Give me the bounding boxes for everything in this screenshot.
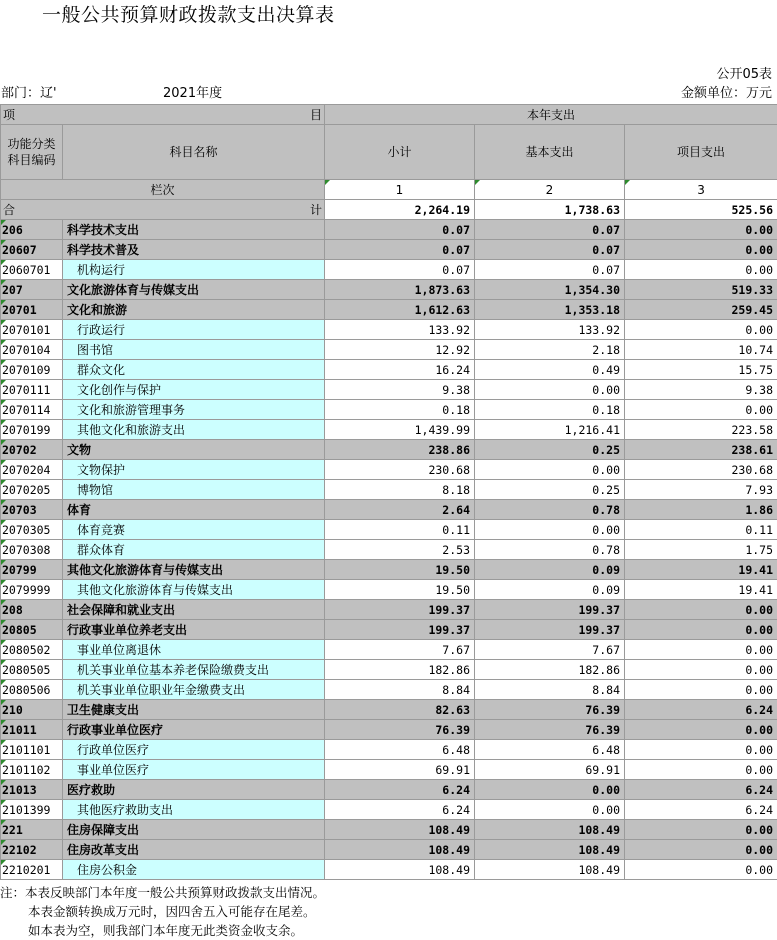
row-basic: 0.00 xyxy=(475,800,625,820)
row-basic: 108.49 xyxy=(475,840,625,860)
row-code: 207 xyxy=(1,280,63,300)
item-header xyxy=(1,105,325,125)
row-basic: 7.67 xyxy=(475,640,625,660)
row-basic: 69.91 xyxy=(475,760,625,780)
row-basic: 76.39 xyxy=(475,720,625,740)
row-name: 科学技术普及 xyxy=(63,240,325,260)
total-basic: 1,738.63 xyxy=(475,200,625,220)
table-row xyxy=(1,720,777,740)
row-project: 223.58 xyxy=(625,420,777,440)
total-label xyxy=(1,200,325,220)
row-project: 0.00 xyxy=(625,260,777,280)
row-name: 社会保障和就业支出 xyxy=(63,600,325,620)
row-code: 2070109 xyxy=(1,360,63,380)
row-subtotal: 199.37 xyxy=(325,600,475,620)
row-subtotal: 0.07 xyxy=(325,220,475,240)
row-project: 0.00 xyxy=(625,320,777,340)
row-subtotal: 19.50 xyxy=(325,560,475,580)
row-subtotal: 230.68 xyxy=(325,460,475,480)
table-row xyxy=(1,380,777,400)
row-name: 其他医疗救助支出 xyxy=(63,800,325,820)
row-project: 15.75 xyxy=(625,360,777,380)
project-column-header: 项目支出 xyxy=(625,125,777,180)
row-code: 206 xyxy=(1,220,63,240)
row-subtotal: 0.18 xyxy=(325,400,475,420)
row-subtotal: 0.07 xyxy=(325,260,475,280)
row-project: 0.00 xyxy=(625,860,777,880)
row-basic: 0.00 xyxy=(475,780,625,800)
table-row xyxy=(1,480,777,500)
row-project: 230.68 xyxy=(625,460,777,480)
code-column-header: 功能分类科目编码 xyxy=(1,125,63,180)
row-project: 519.33 xyxy=(625,280,777,300)
row-project: 0.00 xyxy=(625,620,777,640)
amount-unit: 金额单位：万元 xyxy=(600,86,772,102)
row-subtotal: 1,439.99 xyxy=(325,420,475,440)
table-row xyxy=(1,500,777,520)
row-subtotal: 8.18 xyxy=(325,480,475,500)
row-subtotal: 2.64 xyxy=(325,500,475,520)
row-basic: 2.18 xyxy=(475,340,625,360)
table-row xyxy=(1,400,777,420)
department-label: 部门：辽' xyxy=(1,86,57,102)
total-project: 525.56 xyxy=(625,200,777,220)
notes xyxy=(0,883,325,940)
row-subtotal: 2.53 xyxy=(325,540,475,560)
row-code: 21011 xyxy=(1,720,63,740)
row-code: 2070101 xyxy=(1,320,63,340)
note-3: 如本表为空，则我部门本年度无此类资金收支余。 xyxy=(0,921,325,940)
row-name: 文物 xyxy=(63,440,325,460)
row-basic: 199.37 xyxy=(475,600,625,620)
row-code: 221 xyxy=(1,820,63,840)
table-row xyxy=(1,740,777,760)
row-basic: 0.07 xyxy=(475,220,625,240)
row-project: 0.00 xyxy=(625,400,777,420)
row-name: 科学技术支出 xyxy=(63,220,325,240)
row-code: 2080505 xyxy=(1,660,63,680)
row-code: 20702 xyxy=(1,440,63,460)
row-code: 2070308 xyxy=(1,540,63,560)
current-expense-header: 本年支出 xyxy=(325,105,777,125)
row-name: 行政事业单位养老支出 xyxy=(63,620,325,640)
row-subtotal: 16.24 xyxy=(325,360,475,380)
table-row xyxy=(1,700,777,720)
row-code: 2101101 xyxy=(1,740,63,760)
row-project: 1.75 xyxy=(625,540,777,560)
row-name: 住房改革支出 xyxy=(63,840,325,860)
row-basic: 0.78 xyxy=(475,500,625,520)
item-label: 项 xyxy=(3,108,15,122)
row-basic: 0.18 xyxy=(475,400,625,420)
table-row xyxy=(1,220,777,240)
row-name: 体育 xyxy=(63,500,325,520)
row-project: 0.00 xyxy=(625,220,777,240)
item-end-label: 目 xyxy=(310,106,322,124)
row-code: 2070199 xyxy=(1,420,63,440)
row-code: 2080502 xyxy=(1,640,63,660)
row-name: 文化和旅游管理事务 xyxy=(63,400,325,420)
row-code: 21013 xyxy=(1,780,63,800)
row-subtotal: 69.91 xyxy=(325,760,475,780)
row-project: 0.00 xyxy=(625,680,777,700)
row-subtotal: 6.24 xyxy=(325,800,475,820)
row-basic: 1,354.30 xyxy=(475,280,625,300)
row-subtotal: 8.84 xyxy=(325,680,475,700)
name-column-header: 科目名称 xyxy=(63,125,325,180)
row-basic: 76.39 xyxy=(475,700,625,720)
row-project: 1.86 xyxy=(625,500,777,520)
row-code: 2210201 xyxy=(1,860,63,880)
table-row xyxy=(1,680,777,700)
column-number-label: 栏次 xyxy=(1,180,325,200)
header-row-2 xyxy=(1,125,777,180)
row-basic: 0.09 xyxy=(475,560,625,580)
row-subtotal: 133.92 xyxy=(325,320,475,340)
table-row xyxy=(1,840,777,860)
table-row xyxy=(1,780,777,800)
header-row-1 xyxy=(1,105,777,125)
row-code: 210 xyxy=(1,700,63,720)
row-name: 群众文化 xyxy=(63,360,325,380)
table-number: 公开05表 xyxy=(640,67,772,83)
table-row xyxy=(1,300,777,320)
row-project: 0.11 xyxy=(625,520,777,540)
table-row xyxy=(1,800,777,820)
table-row xyxy=(1,860,777,880)
row-name: 博物馆 xyxy=(63,480,325,500)
row-project: 0.00 xyxy=(625,840,777,860)
row-code: 208 xyxy=(1,600,63,620)
table-row xyxy=(1,440,777,460)
page-title: 一般公共预算财政拨款支出决算表 xyxy=(42,4,335,26)
row-project: 9.38 xyxy=(625,380,777,400)
row-project: 10.74 xyxy=(625,340,777,360)
row-basic: 182.86 xyxy=(475,660,625,680)
row-basic: 0.49 xyxy=(475,360,625,380)
row-name: 行政事业单位医疗 xyxy=(63,720,325,740)
row-code: 2070305 xyxy=(1,520,63,540)
table-row xyxy=(1,660,777,680)
row-name: 行政运行 xyxy=(63,320,325,340)
total-subtotal: 2,264.19 xyxy=(325,200,475,220)
row-project: 238.61 xyxy=(625,440,777,460)
row-basic: 0.09 xyxy=(475,580,625,600)
total-row xyxy=(1,200,777,220)
row-code: 20607 xyxy=(1,240,63,260)
row-subtotal: 0.11 xyxy=(325,520,475,540)
row-subtotal: 108.49 xyxy=(325,820,475,840)
row-code: 2070114 xyxy=(1,400,63,420)
row-code: 2070111 xyxy=(1,380,63,400)
row-code: 20703 xyxy=(1,500,63,520)
row-subtotal: 19.50 xyxy=(325,580,475,600)
table-row xyxy=(1,340,777,360)
row-code: 2079999 xyxy=(1,580,63,600)
row-subtotal: 182.86 xyxy=(325,660,475,680)
row-basic: 0.25 xyxy=(475,440,625,460)
row-basic: 199.37 xyxy=(475,620,625,640)
row-code: 2070104 xyxy=(1,340,63,360)
row-subtotal: 108.49 xyxy=(325,840,475,860)
row-basic: 0.25 xyxy=(475,480,625,500)
row-code: 2070204 xyxy=(1,460,63,480)
table-row xyxy=(1,600,777,620)
row-basic: 0.07 xyxy=(475,240,625,260)
row-subtotal: 1,612.63 xyxy=(325,300,475,320)
row-code: 20799 xyxy=(1,560,63,580)
row-project: 0.00 xyxy=(625,760,777,780)
row-project: 19.41 xyxy=(625,580,777,600)
column-number-3: 3 xyxy=(625,180,777,200)
fiscal-year: 2021年度 xyxy=(163,86,222,102)
row-name: 事业单位医疗 xyxy=(63,760,325,780)
row-name: 医疗救助 xyxy=(63,780,325,800)
table-row xyxy=(1,240,777,260)
row-code: 2060701 xyxy=(1,260,63,280)
row-code: 2070205 xyxy=(1,480,63,500)
row-project: 7.93 xyxy=(625,480,777,500)
table-row xyxy=(1,560,777,580)
row-project: 19.41 xyxy=(625,560,777,580)
row-project: 0.00 xyxy=(625,820,777,840)
row-subtotal: 0.07 xyxy=(325,240,475,260)
row-subtotal: 76.39 xyxy=(325,720,475,740)
row-subtotal: 7.67 xyxy=(325,640,475,660)
row-name: 图书馆 xyxy=(63,340,325,360)
table-row xyxy=(1,760,777,780)
table-row xyxy=(1,460,777,480)
total-ji: 计 xyxy=(310,201,322,219)
row-name: 文物保护 xyxy=(63,460,325,480)
row-name: 机关事业单位基本养老保险缴费支出 xyxy=(63,660,325,680)
row-basic: 0.78 xyxy=(475,540,625,560)
row-name: 机关事业单位职业年金缴费支出 xyxy=(63,680,325,700)
row-subtotal: 82.63 xyxy=(325,700,475,720)
row-name: 住房保障支出 xyxy=(63,820,325,840)
row-project: 0.00 xyxy=(625,600,777,620)
expense-table xyxy=(0,104,777,880)
table-row xyxy=(1,360,777,380)
row-name: 住房公积金 xyxy=(63,860,325,880)
row-basic: 1,353.18 xyxy=(475,300,625,320)
row-basic: 133.92 xyxy=(475,320,625,340)
table-row xyxy=(1,620,777,640)
row-project: 0.00 xyxy=(625,660,777,680)
table-row xyxy=(1,640,777,660)
total-he: 合 xyxy=(3,203,15,217)
basic-column-header: 基本支出 xyxy=(475,125,625,180)
note-2: 本表金额转换成万元时，因四舍五入可能存在尾差。 xyxy=(0,902,325,921)
table-row xyxy=(1,420,777,440)
row-project: 6.24 xyxy=(625,780,777,800)
column-number-row xyxy=(1,180,777,200)
row-name: 文化创作与保护 xyxy=(63,380,325,400)
row-basic: 0.07 xyxy=(475,260,625,280)
row-basic: 108.49 xyxy=(475,820,625,840)
row-subtotal: 199.37 xyxy=(325,620,475,640)
table-row xyxy=(1,520,777,540)
row-basic: 1,216.41 xyxy=(475,420,625,440)
row-subtotal: 1,873.63 xyxy=(325,280,475,300)
row-code: 20805 xyxy=(1,620,63,640)
row-name: 机构运行 xyxy=(63,260,325,280)
row-name: 文化和旅游 xyxy=(63,300,325,320)
row-code: 2080506 xyxy=(1,680,63,700)
row-project: 0.00 xyxy=(625,740,777,760)
row-basic: 8.84 xyxy=(475,680,625,700)
table-row xyxy=(1,580,777,600)
table-row xyxy=(1,320,777,340)
row-subtotal: 108.49 xyxy=(325,860,475,880)
row-name: 群众体育 xyxy=(63,540,325,560)
row-name: 其他文化旅游体育与传媒支出 xyxy=(63,560,325,580)
row-basic: 0.00 xyxy=(475,460,625,480)
table-row xyxy=(1,820,777,840)
row-subtotal: 6.24 xyxy=(325,780,475,800)
row-code: 2101399 xyxy=(1,800,63,820)
row-name: 文化旅游体育与传媒支出 xyxy=(63,280,325,300)
row-project: 6.24 xyxy=(625,800,777,820)
note-1: 注：本表反映部门本年度一般公共预算财政拨款支出情况。 xyxy=(0,883,325,902)
row-subtotal: 238.86 xyxy=(325,440,475,460)
row-name: 体育竞赛 xyxy=(63,520,325,540)
row-basic: 0.00 xyxy=(475,520,625,540)
row-name: 其他文化旅游体育与传媒支出 xyxy=(63,580,325,600)
row-subtotal: 6.48 xyxy=(325,740,475,760)
row-basic: 6.48 xyxy=(475,740,625,760)
table-row xyxy=(1,280,777,300)
table-row xyxy=(1,260,777,280)
row-code: 2101102 xyxy=(1,760,63,780)
row-code: 20701 xyxy=(1,300,63,320)
subtotal-column-header: 小计 xyxy=(325,125,475,180)
row-project: 6.24 xyxy=(625,700,777,720)
row-project: 0.00 xyxy=(625,240,777,260)
column-number-1: 1 xyxy=(325,180,475,200)
row-code: 22102 xyxy=(1,840,63,860)
row-project: 259.45 xyxy=(625,300,777,320)
row-name: 卫生健康支出 xyxy=(63,700,325,720)
column-number-2: 2 xyxy=(475,180,625,200)
row-subtotal: 12.92 xyxy=(325,340,475,360)
row-name: 其他文化和旅游支出 xyxy=(63,420,325,440)
row-name: 行政单位医疗 xyxy=(63,740,325,760)
row-basic: 108.49 xyxy=(475,860,625,880)
table-row xyxy=(1,540,777,560)
row-basic: 0.00 xyxy=(475,380,625,400)
row-project: 0.00 xyxy=(625,640,777,660)
row-name: 事业单位离退休 xyxy=(63,640,325,660)
row-subtotal: 9.38 xyxy=(325,380,475,400)
row-project: 0.00 xyxy=(625,720,777,740)
